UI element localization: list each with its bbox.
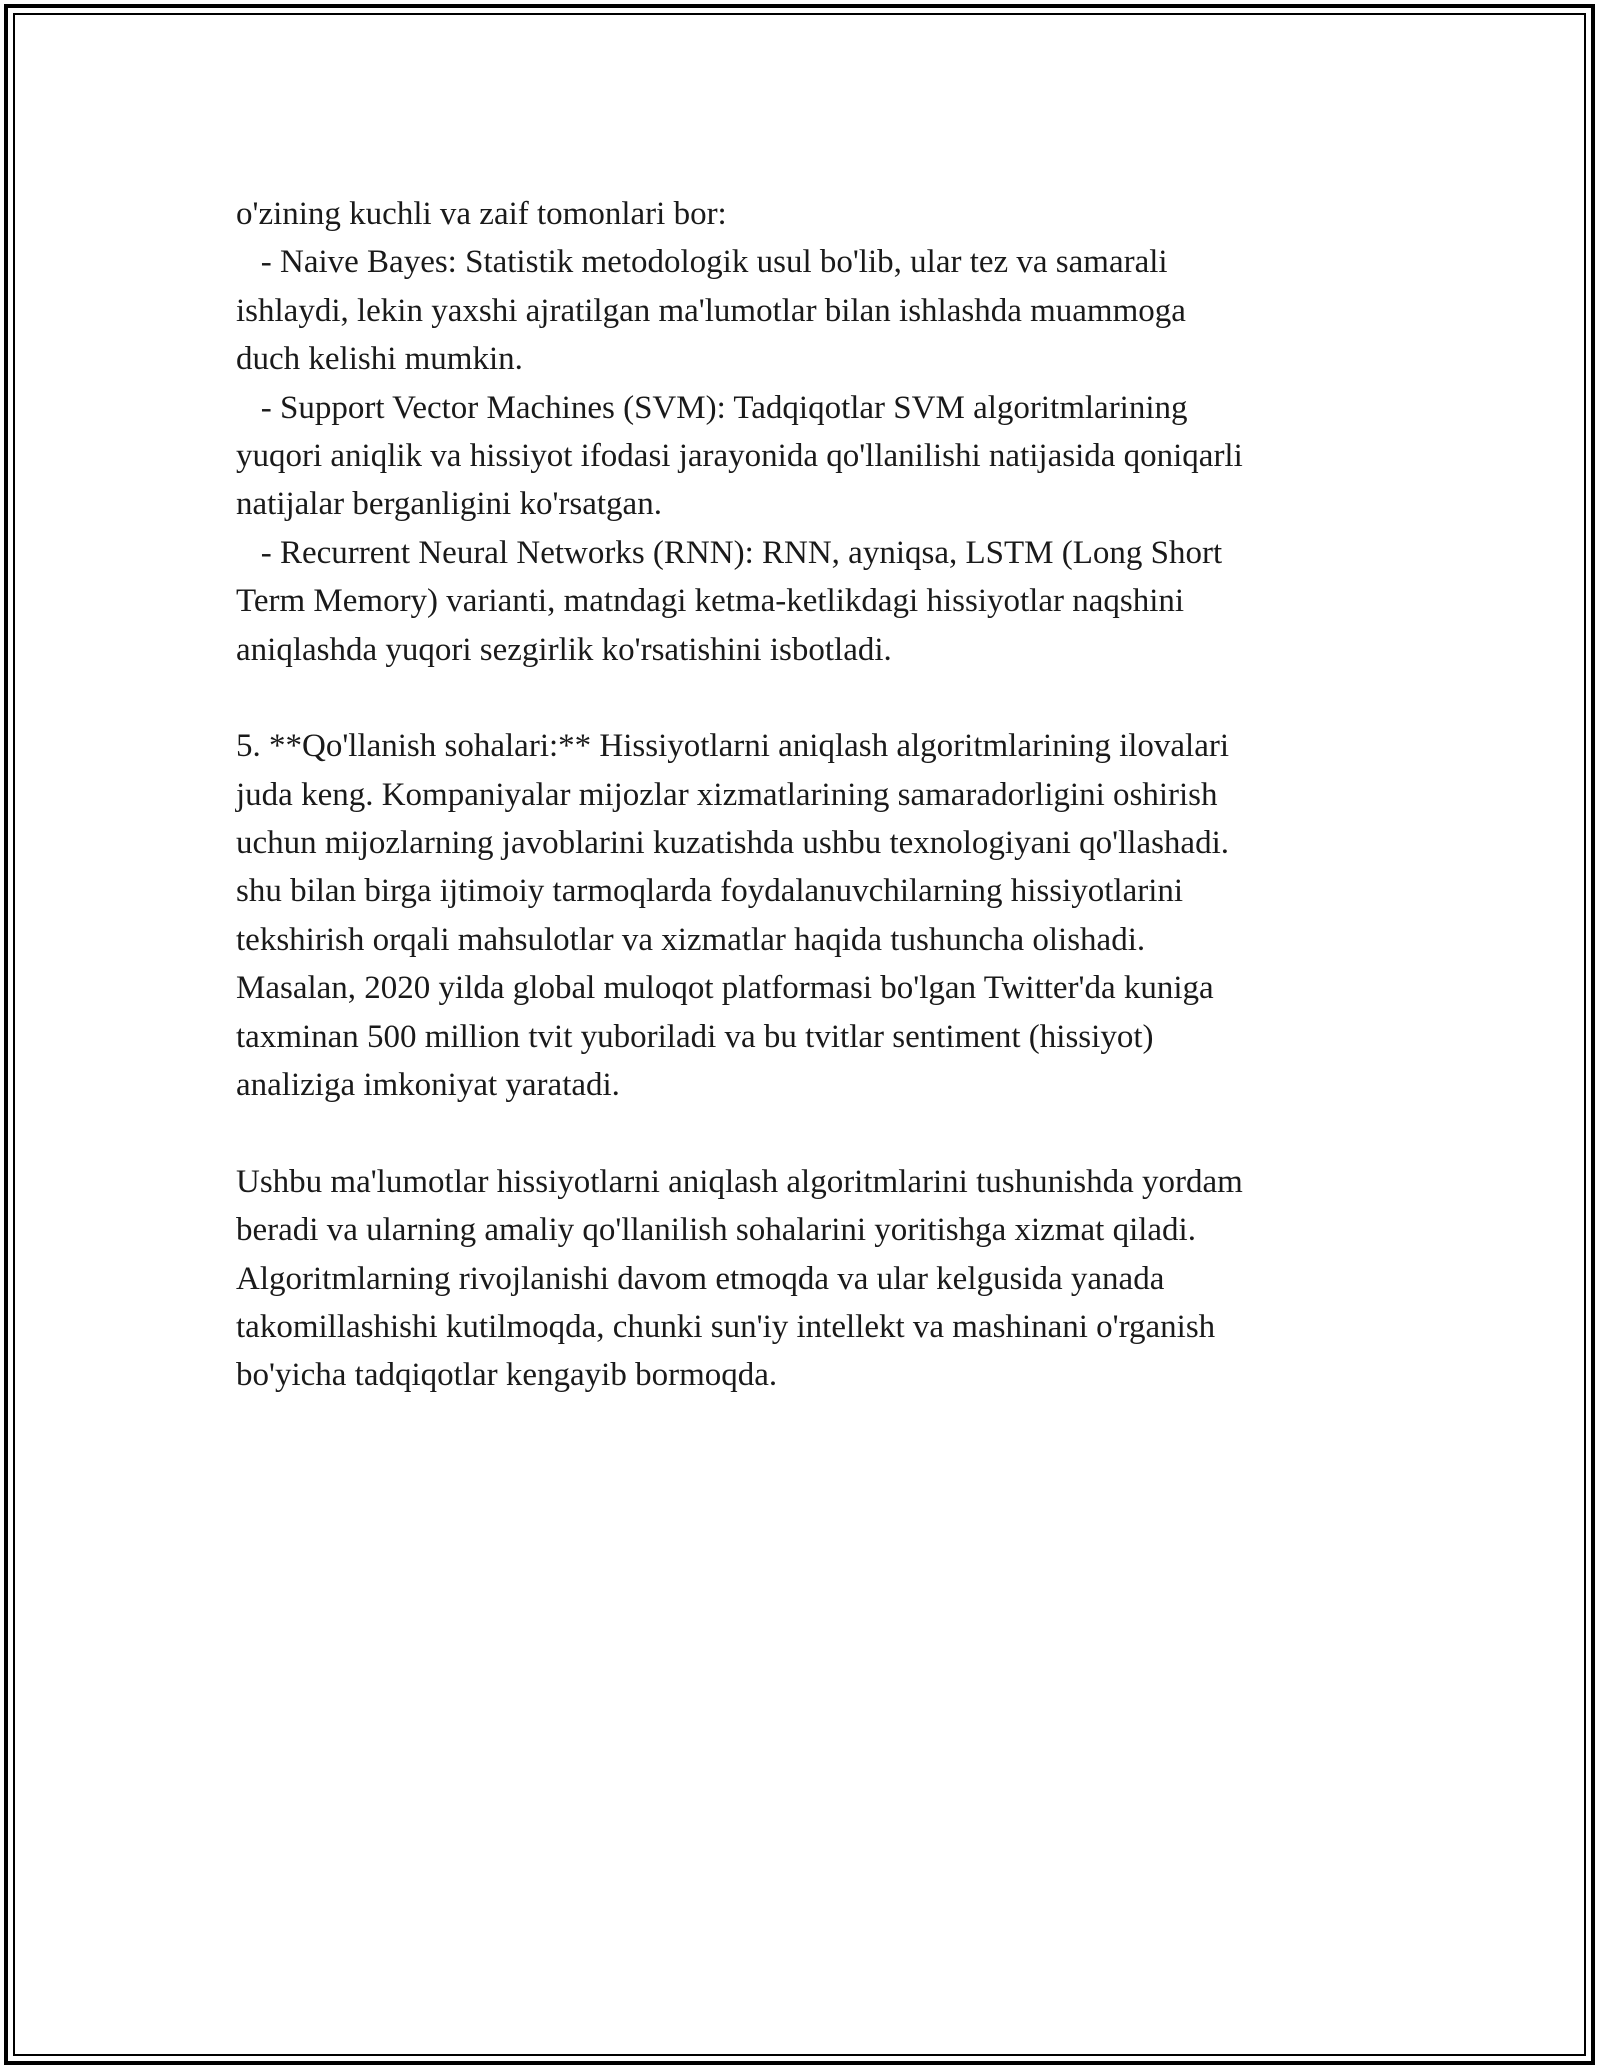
text-line: bo'yicha tadqiqotlar kengayib bormoqda.	[236, 1357, 778, 1394]
text-line: Masalan, 2020 yilda global muloqot platformasi bo'lgan Twitter'da kuniga	[236, 970, 1214, 1007]
text-line: shu bilan birga ijtimoiy tarmoqlarda foydalanuvchilarning hissiyotlarini	[236, 873, 1184, 910]
paragraph-algorithms	[236, 190, 1396, 674]
text-line: tekshirish orqali mahsulotlar va xizmatlar haqida tushuncha olishadi.	[236, 921, 1146, 958]
text-line: uchun mijozlarning javoblarini kuzatishda ushbu texnologiyani qo'llashadi.	[236, 825, 1229, 862]
text-line: natijalar berganligini ko'rsatgan.	[236, 486, 662, 523]
text-line: yuqori aniqlik va hissiyot ifodasi jarayonida qo'llanilishi natijasida qoniqarli	[236, 437, 1243, 474]
paragraph-conclusion	[236, 1158, 1396, 1400]
text-line: Algoritmlarning rivojlanishi davom etmoqda va ular kelgusida yanada	[236, 1260, 1165, 1297]
text-line: ishlaydi, lekin yaxshi ajratilgan ma'lumotlar bilan ishlashda muammoga	[236, 292, 1186, 329]
document-body	[236, 190, 1396, 1400]
text-line: Ushbu ma'lumotlar hissiyotlarni aniqlash algoritmlarini tushunishda yordam	[236, 1163, 1243, 1200]
text-line: duch kelishi mumkin.	[236, 341, 523, 378]
text-line: - Recurrent Neural Networks (RNN): RNN, ayniqsa, LSTM (Long Short	[236, 534, 1223, 571]
text-line: - Naive Bayes: Statistik metodologik usul bo'lib, ular tez va samarali	[236, 244, 1168, 281]
text-line: takomillashishi kutilmoqda, chunki sun'iy intellekt va mashinani o'rganish	[236, 1308, 1216, 1345]
text-line: - Support Vector Machines (SVM): Tadqiqotlar SVM algoritmlarining	[236, 389, 1188, 426]
text-line: Term Memory) varianti, matndagi ketma-ketlikdagi hissiyotlar naqshini	[236, 583, 1185, 620]
paragraph-spacer	[236, 1109, 1396, 1157]
text-line: taxminan 500 million tvit yuboriladi va bu tvitlar sentiment (hissiyot)	[236, 1018, 1154, 1055]
text-line: analiziga imkoniyat yaratadi.	[236, 1067, 620, 1104]
text-line: juda keng. Kompaniyalar mijozlar xizmatlarining samaradorligini oshirish	[236, 776, 1218, 813]
text-line: o'zining kuchli va zaif tomonlari bor:	[236, 196, 727, 232]
text-line: aniqlashda yuqori sezgirlik ko'rsatishini isbotladi.	[236, 631, 892, 668]
paragraph-spacer	[236, 674, 1396, 722]
text-line: beradi va ularning amaliy qo'llanilish sohalarini yoritishga xizmat qiladi.	[236, 1212, 1196, 1249]
text-line: 5. **Qo'llanish sohalari:** Hissiyotlarni aniqlash algoritmlarining ilovalari	[236, 728, 1230, 765]
paragraph-applications	[236, 722, 1396, 1109]
